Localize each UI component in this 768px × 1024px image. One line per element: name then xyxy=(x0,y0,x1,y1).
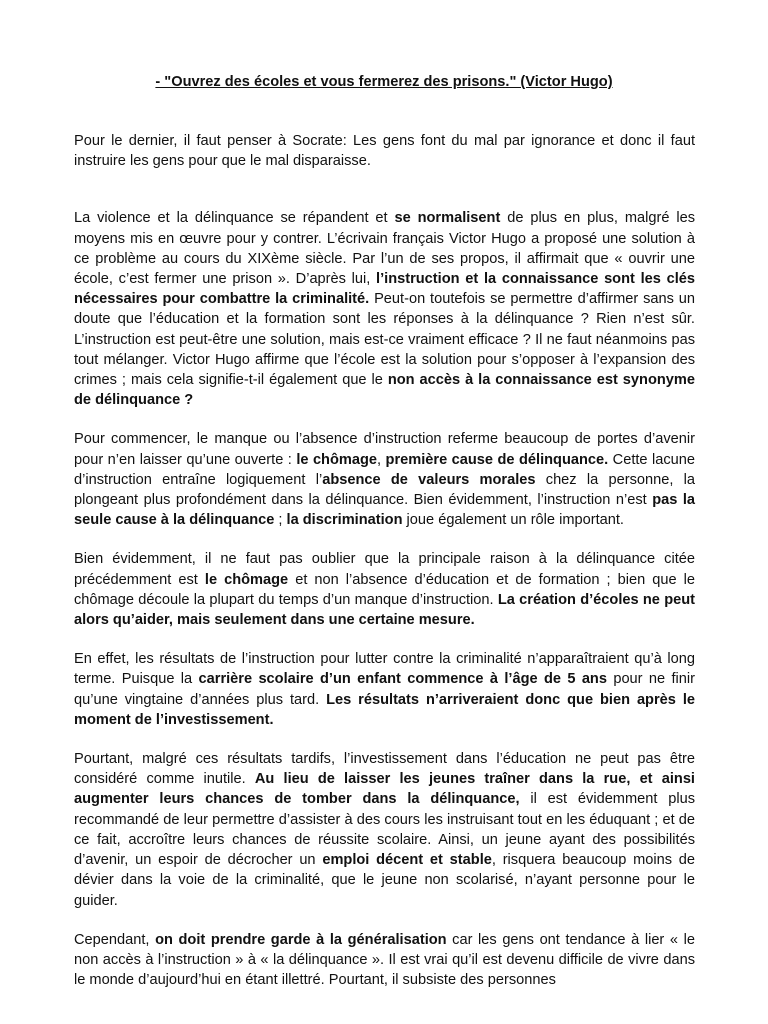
text-run: Cependant, xyxy=(74,931,156,948)
paragraph-3 xyxy=(74,429,695,530)
text-run: Cette lacune d’instruction entraîne logiquement l’ xyxy=(74,451,696,488)
paragraph-5 xyxy=(74,649,695,730)
bold-text-run: emploi décent et stable xyxy=(322,852,492,869)
bold-text-run: se normalisent xyxy=(394,210,501,227)
text-run: En effet, les résultats de l’instruction pour lutter contre la criminalité n’apparaîtraient qu’à long terme. Puisque la xyxy=(74,651,695,688)
text-run: Pour commencer, le manque ou l’absence d’instruction referme beaucoup de portes d’avenir pour n’en laisser qu’une ouverte : xyxy=(74,431,695,468)
text-run: Bien évidemment, il ne faut pas oublier que la principale raison à la délinquance citée précédemment est xyxy=(74,551,695,588)
bold-text-run: l’instruction et la connaissance sont les clés nécessaires pour combattre la criminalité. xyxy=(74,271,695,308)
text-run: Peut-on toutefois se permettre d’affirmer sans un doute que l’éducation et la formation sont les réponses à la délinquance ? Rien n’est sûr. L’instruction est peut-être une solution, mais est-ce vraiment efficace ? Il ne faut néanmoins pas tout mélanger. Victor Hugo affirme que l’école est la solution pour s’opposer à l’expansion des crimes ; mais cela signifie-t-il également que le xyxy=(74,291,695,389)
bold-text-run: la discrimination xyxy=(286,512,403,529)
bold-text-run: carrière scolaire d’un enfant commence à l’âge de 5 ans xyxy=(198,671,607,688)
bold-text-run: le chômage xyxy=(296,451,378,468)
text-run: de plus en plus, malgré les moyens mis en œuvre pour y contrer. L’écrivain français Victor Hugo a proposé une solution à ce problème au cours du XIXème siècle. Par l’un de ses propos, il affirmait que « ouvrir une école, c’est fermer une prison ». D’après lui, xyxy=(74,210,695,288)
text-run: chez la personne, la plongeant plus profondément dans la délinquance. Bien évidemment, l’instruction n’est xyxy=(74,471,695,509)
bold-text-run: pas la seule cause à la délinquance xyxy=(74,492,695,529)
text-run: Pour le dernier, il faut penser à Socrate: Les gens font du mal par ignorance et donc il faut instruire les gens pour que le mal disparaisse. xyxy=(74,133,695,170)
document-title: - "Ouvrez des écoles et vous fermerez des prisons." (Victor Hugo) xyxy=(155,74,613,90)
bold-text-run: le chômage xyxy=(204,571,289,588)
text-run: ; xyxy=(274,512,287,529)
paragraph-4 xyxy=(74,549,695,630)
paragraph-intro xyxy=(74,131,695,171)
bold-text-run: absence de valeurs morales xyxy=(322,471,536,488)
paragraph-7 xyxy=(74,930,695,991)
text-run: il est évidemment plus recommandé de leur permettre d’assister à des cours les instruisant tout en les éduquant ; et de ce fait, accroître leurs chances de réussite scolaire. Ainsi, un jeune ayant des possibilités d’avenir, un espoir de décrocher un xyxy=(74,791,695,869)
bold-text-run: La création d’écoles ne peut alors qu’aider, mais seulement dans une certaine mesure. xyxy=(74,591,696,629)
text-run: car les gens ont tendance à lier « le non accès à l’instruction » à « la délinquance ». Il est vrai qu’il est devenu difficile de vivre dans le monde d’aujourd’hui en étant illettré. Pourtant, il subsiste des personnes xyxy=(74,931,695,989)
document-body xyxy=(74,131,695,990)
bold-text-run: Au lieu de laisser les jeunes traîner dans la rue, et ainsi augmenter leurs chances de tomber dans la délinquance, xyxy=(74,771,695,808)
text-run: , risquera beaucoup moins de dévier dans la voie de la criminalité, que le jeune non scolarisé, n’ayant personne pour le guider. xyxy=(74,852,696,909)
text-run: pour ne finir qu’une vingtaine d’années plus tard. xyxy=(74,671,695,708)
bold-text-run: on doit prendre garde à la généralisation xyxy=(155,931,447,948)
text-run: et non l’absence d’éducation et de formation ; bien que le chômage découle la plupart du temps d’un manque d’instruction. xyxy=(74,571,695,608)
paragraph-2 xyxy=(74,208,695,410)
bold-text-run: première cause de délinquance. xyxy=(385,451,609,468)
text-run: Pourtant, malgré ces résultats tardifs, l’investissement dans l’éducation ne peut pas être considéré comme inutile. xyxy=(74,751,695,788)
text-run: , xyxy=(377,451,386,468)
bold-text-run: Les résultats n’arriveraient donc que bien après le moment de l’investissement. xyxy=(74,691,695,728)
bold-text-run: non accès à la connaissance est synonyme de délinquance ? xyxy=(74,372,695,409)
text-run: La violence et la délinquance se répandent et xyxy=(74,210,395,227)
paragraph-6 xyxy=(74,749,695,911)
text-run: joue également un rôle important. xyxy=(402,512,624,529)
